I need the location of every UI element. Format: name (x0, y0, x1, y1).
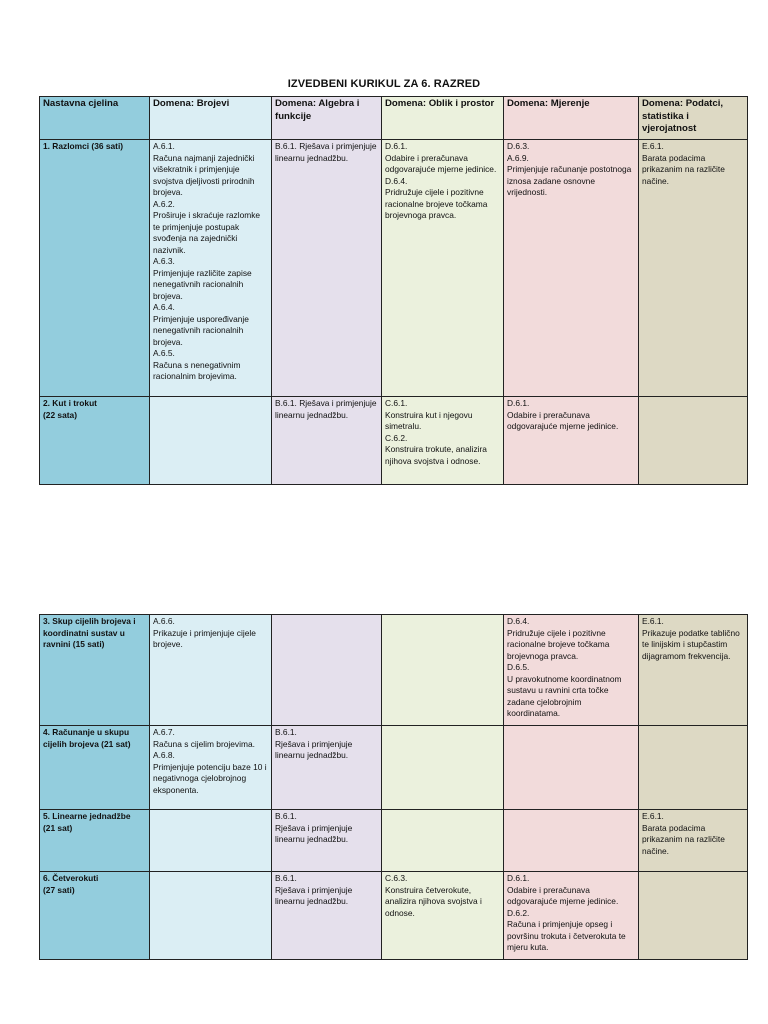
table-row (40, 726, 748, 810)
unit-cell: 3. Skup cijelih brojeva i koordinatni sustav u ravnini (15 sati) (40, 615, 150, 726)
podatci-cell: E.6.1. Barata podacima prikazanim na različite načine. (639, 140, 748, 397)
algebra-cell: B.6.1. Rješava i primjenjuje linearnu jednadžbu. (272, 810, 382, 872)
header-row (40, 97, 748, 140)
unit-cell: 4. Računanje u skupu cijelih brojeva (21 sat) (40, 726, 150, 810)
table-row (40, 140, 748, 397)
oblik-cell (382, 615, 504, 726)
unit-cell: 1. Razlomci (36 sati) (40, 140, 150, 397)
unit-cell: 6. Četverokuti (27 sati) (40, 872, 150, 960)
mjerenje-cell: D.6.1. Odabire i preračunava odgovarajuće mjerne jedinice. D.6.2. Računa i primjenjuje opseg i površinu trokuta i četverokuta te mjeru kuta. (504, 872, 639, 960)
table-row (40, 615, 748, 726)
podatci-cell (639, 397, 748, 485)
oblik-cell: D.6.1. Odabire i preračunava odgovarajuće mjerne jedinice. D.6.4. Pridružuje cijele i pozitivne racionalne brojeve točkama brojevnoga pravca. (382, 140, 504, 397)
algebra-cell: B.6.1. Rješava i primjenjuje linearnu jednadžbu. (272, 140, 382, 397)
oblik-cell: C.6.1. Konstruira kut i njegovu simetralu. C.6.2. Konstruira trokute, analizira njihova svojstva i odnose. (382, 397, 504, 485)
mjerenje-cell (504, 810, 639, 872)
oblik-cell (382, 810, 504, 872)
podatci-cell (639, 872, 748, 960)
algebra-cell (272, 615, 382, 726)
podatci-cell (639, 726, 748, 810)
header-mjerenje: Domena: Mjerenje (504, 97, 639, 140)
unit-cell: 5. Linearne jednadžbe (21 sat) (40, 810, 150, 872)
curriculum-table-part-1 (39, 96, 748, 485)
brojevi-cell (150, 872, 272, 960)
unit-cell: 2. Kut i trokut (22 sata) (40, 397, 150, 485)
table-row (40, 872, 748, 960)
algebra-cell: B.6.1. Rješava i primjenjuje linearnu jednadžbu. (272, 726, 382, 810)
header-brojevi: Domena: Brojevi (150, 97, 272, 140)
algebra-cell: B.6.1. Rješava i primjenjuje linearnu jednadžbu. (272, 872, 382, 960)
header-algebra: Domena: Algebra i funkcije (272, 97, 382, 140)
header-oblik: Domena: Oblik i prostor (382, 97, 504, 140)
mjerenje-cell: D.6.4. Pridružuje cijele i pozitivne racionalne brojeve točkama brojevnoga pravca. D.6.5. U pravokutnome koordinatnom sustavu u ravnini crta točke zadane cjelobrojnim koordinatama. (504, 615, 639, 726)
mjerenje-cell: D.6.3. A.6.9. Primjenjuje računanje postotnoga iznosa zadane osnovne vrijednosti. (504, 140, 639, 397)
table-row (40, 810, 748, 872)
brojevi-cell (150, 397, 272, 485)
brojevi-cell: A.6.1. Računa najmanji zajednički višekratnik i primjenjuje svojstva djeljivosti prirodnih brojeva. A.6.2. Proširuje i skraćuje razlomke te primjenjuje postupak svođenja na zajednički nazivnik. A.6.3. Primjenjuje različite zapise nenegativnih racionalnih brojeva. A.6.4. Primjenjuje uspoređivanje nenegativnih racionalnih brojeva. A.6.5. Računa s nenegativnim racionalnim brojevima. (150, 140, 272, 397)
podatci-cell: E.6.1. Barata podacima prikazanim na različite načine. (639, 810, 748, 872)
header-podatci: Domena: Podatci, statistika i vjerojatnost (639, 97, 748, 140)
page-title: IZVEDBENI KURIKUL ZA 6. RAZRED (287, 78, 481, 90)
curriculum-table-part-2 (39, 614, 748, 960)
mjerenje-cell (504, 726, 639, 810)
algebra-cell: B.6.1. Rješava i primjenjuje linearnu jednadžbu. (272, 397, 382, 485)
mjerenje-cell: D.6.1. Odabire i preračunava odgovarajuće mjerne jedinice. (504, 397, 639, 485)
oblik-cell: C.6.3. Konstruira četverokute, analizira njihova svojstva i odnose. (382, 872, 504, 960)
podatci-cell: E.6.1. Prikazuje podatke tablično te linijskim i stupčastim dijagramom frekvencija. (639, 615, 748, 726)
header-unit: Nastavna cjelina (40, 97, 150, 140)
table-row (40, 397, 748, 485)
oblik-cell (382, 726, 504, 810)
brojevi-cell: A.6.6. Prikazuje i primjenjuje cijele brojeve. (150, 615, 272, 726)
brojevi-cell (150, 810, 272, 872)
brojevi-cell: A.6.7. Računa s cijelim brojevima. A.6.8. Primjenjuje potenciju baze 10 i negativnoga cjelobrojnog eksponenta. (150, 726, 272, 810)
